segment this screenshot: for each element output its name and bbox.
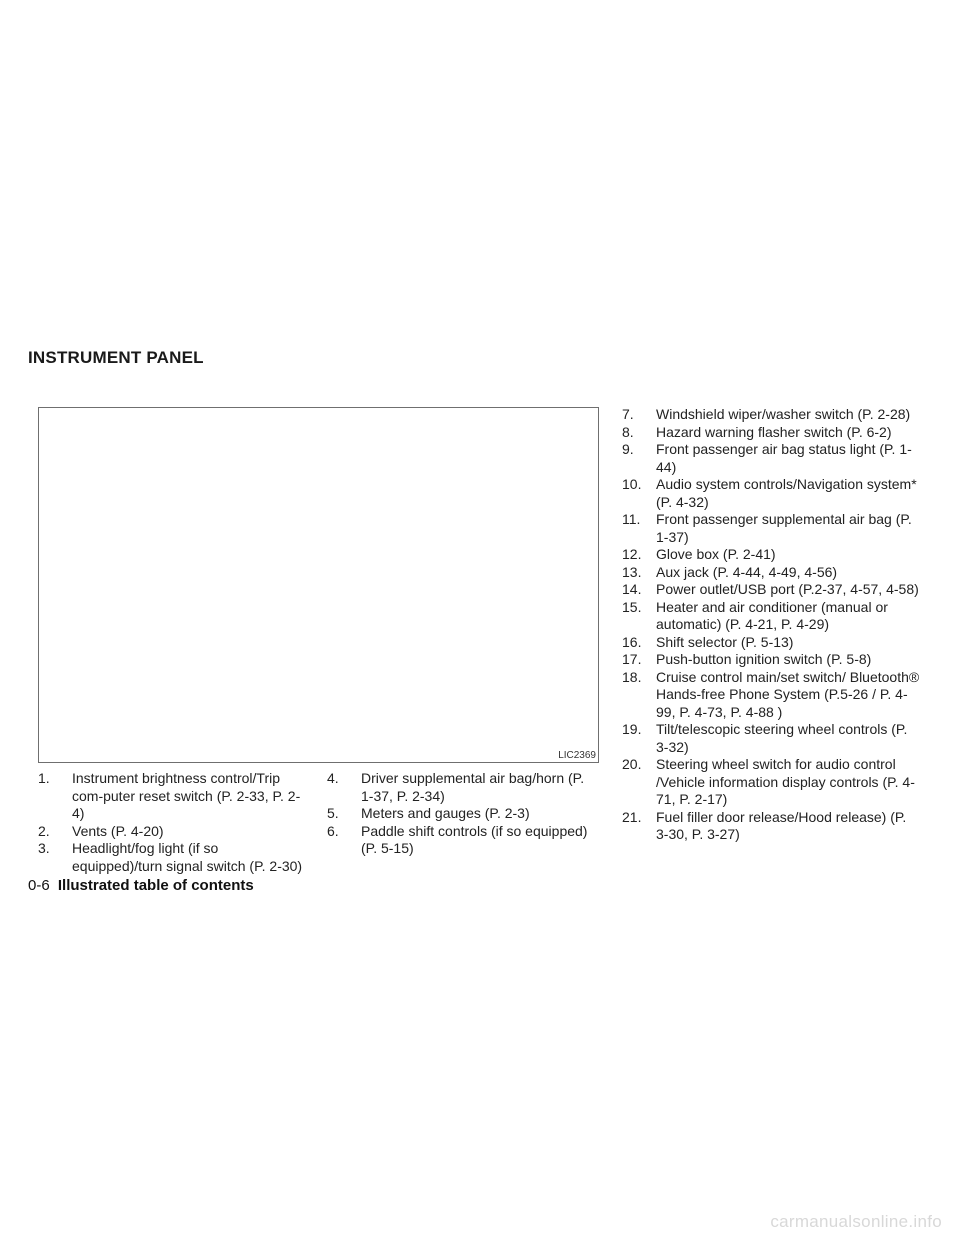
legend-item-number: 2. — [38, 822, 50, 839]
page-number: 0-6 — [28, 877, 50, 894]
legend-item-text: Fuel filler door release/Hood release) (P. 3-30, P. 3-27) — [656, 808, 907, 842]
legend-item — [622, 441, 922, 476]
legend-column-1 — [38, 770, 308, 875]
legend-item — [622, 546, 922, 564]
legend-item-number: 11. — [622, 511, 641, 527]
legend-item-text: Aux jack (P. 4-44, 4-49, 4-56) — [656, 563, 838, 580]
figure-code: LIC2369 — [558, 750, 596, 761]
legend-item — [622, 581, 922, 599]
legend-item-text: Front passenger supplemental air bag (P. 1-37) — [656, 511, 912, 545]
legend-item-text: Steering wheel switch for audio control /Vehicle information display controls (P. 4-71, P. 2-17) — [656, 756, 915, 807]
legend-item-text: Shift selector (P. 5-13) — [656, 633, 794, 650]
instrument-panel-figure — [38, 407, 599, 763]
legend-item — [622, 406, 922, 424]
legend-item — [327, 823, 597, 858]
book-title: Illustrated table of contents — [57, 877, 254, 894]
section-title: INSTRUMENT PANEL — [28, 348, 204, 367]
legend-item-number: 18. — [622, 668, 642, 685]
legend-item-text: Vents (P. 4-20) — [72, 822, 164, 839]
legend-item-text: Meters and gauges (P. 2-3) — [361, 805, 530, 821]
legend-item-number: 20. — [622, 756, 642, 772]
legend-item-number: 1. — [38, 770, 50, 786]
legend-item-text: Front passenger air bag status light (P. 1-44) — [656, 441, 912, 475]
legend-item-text: Tilt/telescopic steering wheel controls (P. 3-32) — [656, 721, 908, 755]
legend-item-number: 13. — [622, 563, 642, 580]
legend-item-number: 21. — [622, 808, 642, 825]
legend-item-text: Driver supplemental air bag/horn (P. 1-37, P. 2-34) — [361, 770, 585, 804]
legend-item-number: 17. — [622, 651, 642, 667]
legend-column-3 — [622, 406, 922, 844]
legend-item — [622, 599, 922, 634]
legend-item-text: Glove box (P. 2-41) — [656, 546, 776, 562]
legend-item-text: Instrument brightness control/Trip com-puter reset switch (P. 2-33, P. 2-4) — [72, 770, 301, 821]
legend-item-text: Heater and air conditioner (manual or automatic) (P. 4-21, P. 4-29) — [656, 598, 888, 632]
legend-item-number: 14. — [622, 581, 642, 597]
legend-item — [622, 564, 922, 582]
legend-item-number: 10. — [622, 476, 642, 492]
legend-item — [622, 651, 922, 669]
legend-item-text: Power outlet/USB port (P.2-37, 4-57, 4-58) — [656, 581, 919, 597]
legend-item — [622, 721, 922, 756]
page-footer — [28, 877, 254, 894]
legend-item — [622, 756, 922, 809]
legend-item — [327, 805, 597, 823]
legend-item-text: Windshield wiper/washer switch (P. 2-28) — [656, 406, 911, 422]
legend-item — [622, 669, 922, 722]
legend-item-number: 4. — [327, 770, 339, 786]
legend-item — [622, 511, 922, 546]
legend-item-text: Headlight/fog light (if so equipped)/turn signal switch (P. 2-30) — [72, 840, 303, 874]
legend-item-number: 12. — [622, 546, 642, 562]
legend-item — [327, 770, 597, 805]
legend-item-number: 8. — [622, 423, 634, 440]
watermark: carmanualsonline.info — [770, 1212, 942, 1231]
legend-item-number: 5. — [327, 805, 339, 821]
legend-item-number: 15. — [622, 598, 642, 615]
legend-column-2 — [327, 770, 597, 858]
legend-item-text: Cruise control main/set switch/ Bluetooth® Hands-free Phone System (P.5-26 / P. 4-99, P. 4-73, P. 4-88 ) — [656, 668, 920, 720]
legend-item — [622, 634, 922, 652]
legend-item — [38, 840, 308, 875]
legend-item — [622, 424, 922, 442]
legend-item-number: 9. — [622, 441, 634, 457]
legend-item — [622, 809, 922, 844]
legend-item-number: 6. — [327, 822, 339, 839]
legend-item — [622, 476, 922, 511]
legend-item-number: 3. — [38, 840, 50, 856]
legend-item-text: Hazard warning flasher switch (P. 6-2) — [656, 423, 892, 440]
legend-item-text: Audio system controls/Navigation system* (P. 4-32) — [656, 476, 917, 510]
legend-item — [38, 770, 308, 823]
legend-item-text: Paddle shift controls (if so equipped) (P. 5-15) — [361, 822, 588, 856]
legend-item-number: 19. — [622, 721, 642, 737]
legend-item-text: Push-button ignition switch (P. 5-8) — [656, 651, 872, 667]
legend-item-number: 7. — [622, 406, 634, 422]
legend-item — [38, 823, 308, 841]
legend-item-number: 16. — [622, 633, 642, 650]
